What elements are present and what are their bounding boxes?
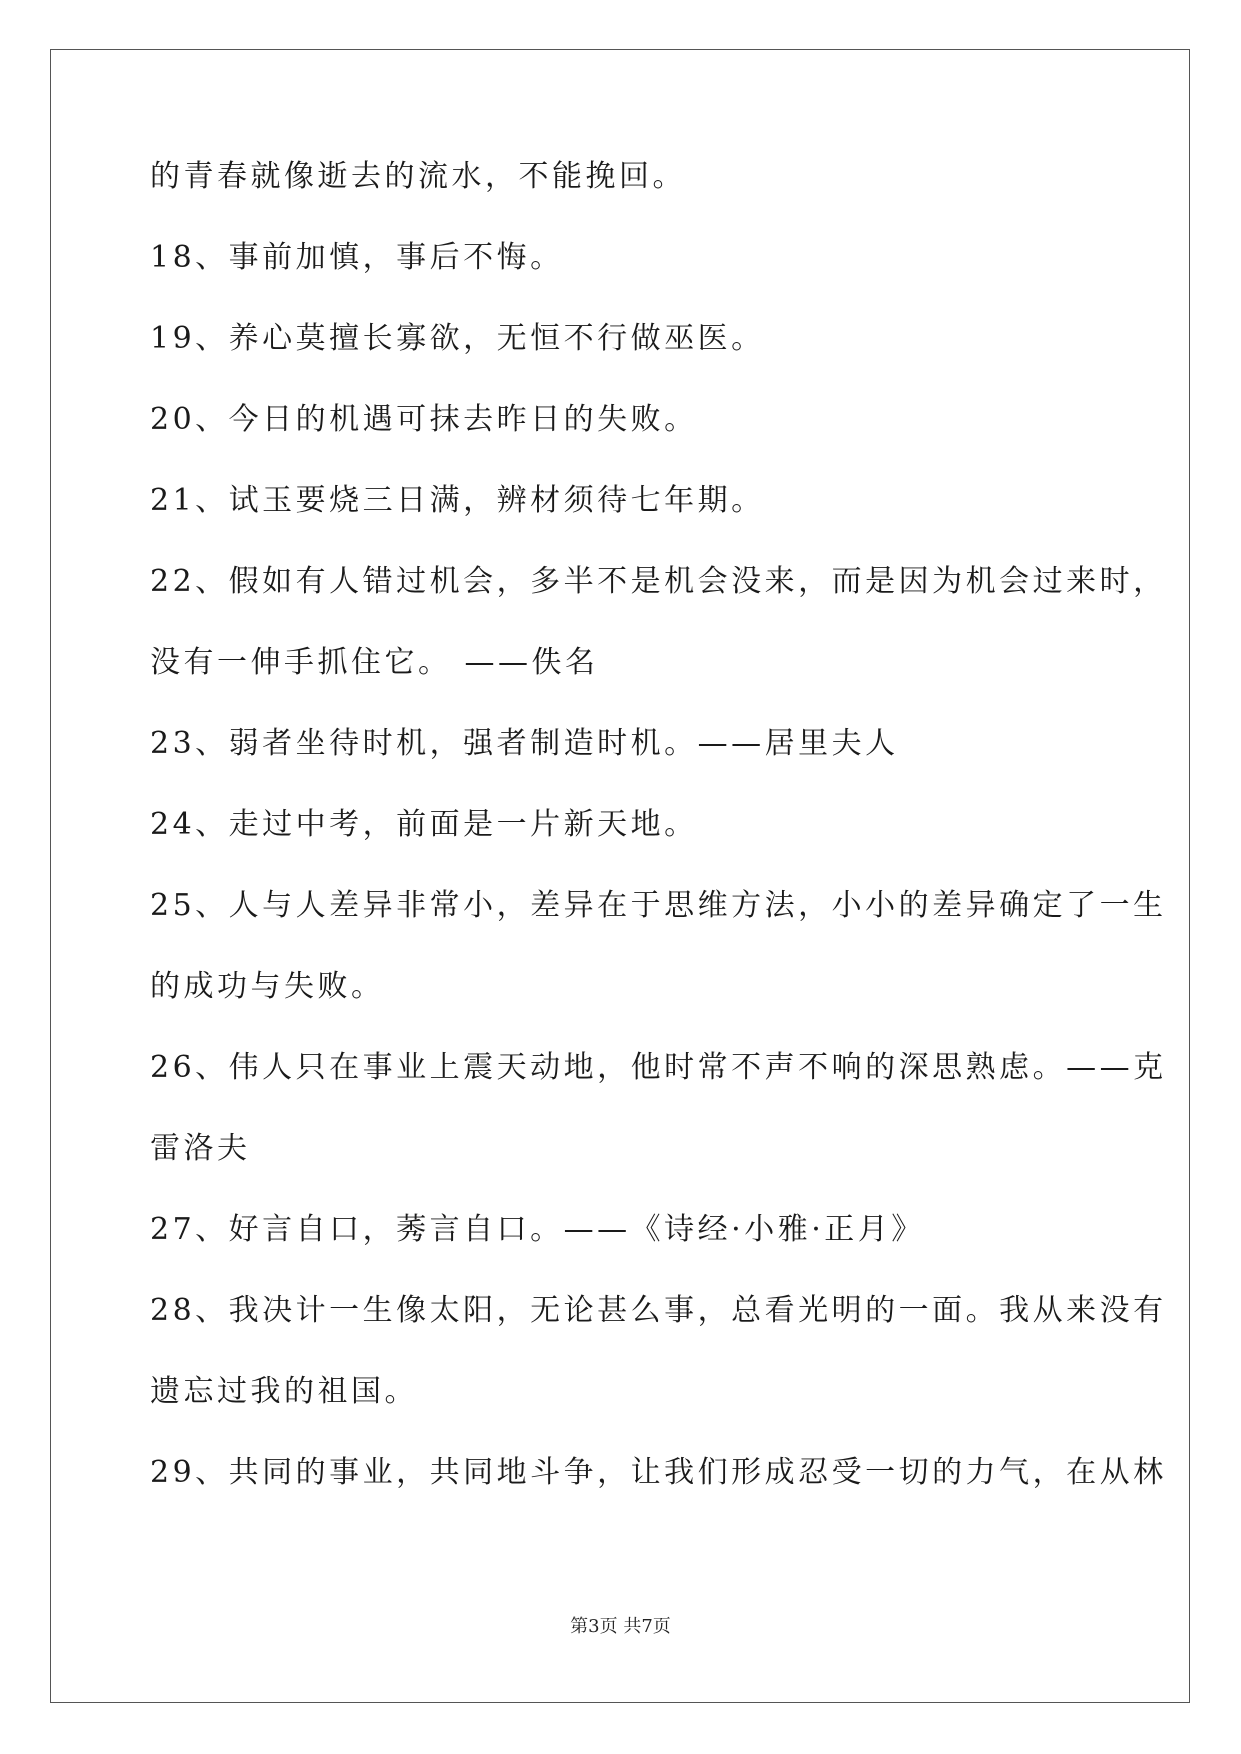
- text-line: 24、走过中考，前面是一片新天地。: [150, 807, 698, 842]
- text-line: 19、养心莫擅长寡欲，无恒不行做巫医。: [150, 321, 765, 356]
- page-number-footer: 第3页 共7页: [570, 1616, 671, 1637]
- text-line: 20、今日的机遇可抹去昨日的失败。: [150, 402, 698, 437]
- document-body: [150, 159, 1167, 1539]
- text-line: 18、事前加慎，事后不悔。: [150, 240, 564, 275]
- text-line: 没有一伸手抓住它。 ——佚名: [150, 645, 599, 680]
- text-line: 28、我决计一生像太阳，无论甚么事，总看光明的一面。我从来没有: [150, 1293, 1167, 1328]
- text-line: 遗忘过我的祖国。: [150, 1374, 418, 1409]
- text-line: 的成功与失败。: [150, 969, 385, 1004]
- text-line: 22、假如有人错过机会，多半不是机会没来，而是因为机会过来时，: [150, 564, 1167, 599]
- text-line: 26、伟人只在事业上震天动地，他时常不声不响的深思熟虑。——克: [150, 1050, 1167, 1085]
- text-line: 21、试玉要烧三日满，辨材须待七年期。: [150, 483, 765, 518]
- text-line: 23、弱者坐待时机，强者制造时机。——居里夫人: [150, 726, 899, 761]
- text-line: 25、人与人差异非常小，差异在于思维方法，小小的差异确定了一生: [150, 888, 1167, 923]
- text-line: 的青春就像逝去的流水，不能挽回。: [150, 159, 686, 194]
- text-line: 雷洛夫: [150, 1131, 251, 1166]
- text-line: 29、共同的事业，共同地斗争，让我们形成忍受一切的力气，在从林: [150, 1455, 1167, 1490]
- text-line: 27、好言自口，莠言自口。——《诗经·小雅·正月》: [150, 1212, 925, 1247]
